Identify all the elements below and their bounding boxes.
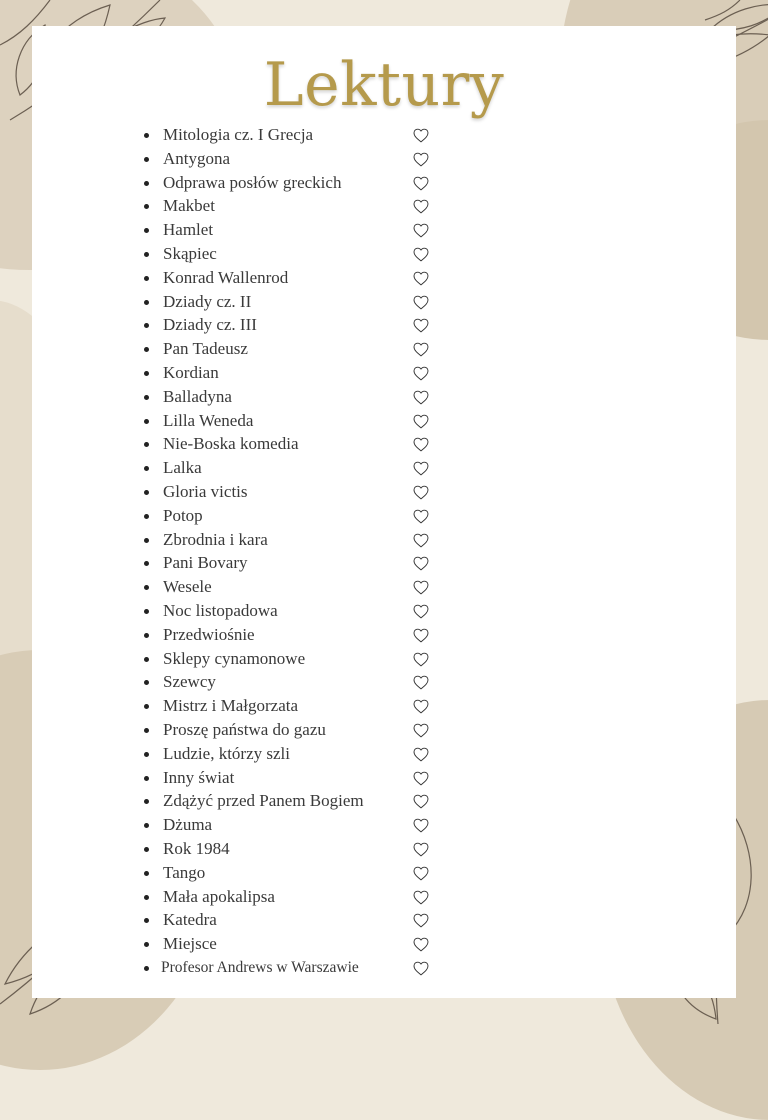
bullet-icon <box>144 704 149 709</box>
bullet-icon <box>144 133 149 138</box>
heart-outline-icon[interactable] <box>413 911 429 926</box>
list-item <box>144 623 564 647</box>
list-item <box>144 432 564 456</box>
bullet-icon <box>144 514 149 519</box>
list-item <box>144 337 564 361</box>
list-item <box>144 670 564 694</box>
list-item-label: Pani Bovary <box>163 553 248 573</box>
heart-outline-icon[interactable] <box>413 388 429 403</box>
heart-outline-icon[interactable] <box>413 174 429 189</box>
bullet-icon <box>144 728 149 733</box>
list-item <box>144 813 564 837</box>
list-item-label: Dżuma <box>163 815 213 835</box>
list-item <box>144 528 564 552</box>
list-item <box>144 147 564 171</box>
heart-outline-icon[interactable] <box>413 412 429 427</box>
bullet-icon <box>144 895 149 900</box>
heart-outline-icon[interactable] <box>413 673 429 688</box>
heart-outline-icon[interactable] <box>413 197 429 212</box>
list-item-label: Inny świat <box>163 767 235 787</box>
list-item-label: Dziady cz. II <box>163 291 252 311</box>
list-item <box>144 313 564 337</box>
list-item <box>144 551 564 575</box>
list-item <box>144 789 564 813</box>
list-item <box>144 647 564 671</box>
bullet-icon <box>144 419 149 424</box>
heart-outline-icon[interactable] <box>413 293 429 308</box>
heart-outline-icon[interactable] <box>413 269 429 284</box>
bullet-icon <box>144 347 149 352</box>
list-item-label: Profesor Andrews w Warszawie <box>161 958 359 976</box>
bullet-icon <box>144 466 149 471</box>
list-item <box>144 266 564 290</box>
bullet-icon <box>144 323 149 328</box>
list-item-label: Ludzie, którzy szli <box>163 743 290 763</box>
bullet-icon <box>144 228 149 233</box>
list-item-label: Mistrz i Małgorzata <box>163 696 299 716</box>
list-item-label: Balladyna <box>163 386 232 406</box>
heart-outline-icon[interactable] <box>413 650 429 665</box>
list-item-label: Mitologia cz. I Grecja <box>163 125 314 144</box>
bullet-icon <box>144 204 149 209</box>
list-item-label: Dziady cz. III <box>163 315 257 335</box>
bullet-icon <box>144 252 149 257</box>
heart-outline-icon[interactable] <box>413 626 429 641</box>
list-item-label: Pan Tadeusz <box>163 339 248 359</box>
list-item <box>144 908 564 932</box>
reading-list <box>144 123 564 980</box>
heart-outline-icon[interactable] <box>413 483 429 498</box>
bullet-icon <box>144 157 149 162</box>
list-item-label: Nie-Boska komedia <box>163 434 299 454</box>
heart-outline-icon[interactable] <box>413 745 429 760</box>
list-item-label: Sklepy cynamonowe <box>163 648 306 668</box>
list-item <box>144 456 564 480</box>
heart-outline-icon[interactable] <box>413 721 429 736</box>
bullet-icon <box>144 538 149 543</box>
list-item-label: Makbet <box>163 196 215 216</box>
list-card <box>32 26 736 998</box>
bullet-icon <box>144 918 149 923</box>
bullet-icon <box>144 181 149 186</box>
list-item <box>144 932 564 956</box>
heart-outline-icon[interactable] <box>413 459 429 474</box>
bullet-icon <box>144 847 149 852</box>
list-item-label: Proszę państwa do gazu <box>163 719 326 739</box>
heart-outline-icon[interactable] <box>413 507 429 522</box>
heart-outline-icon[interactable] <box>413 840 429 855</box>
heart-outline-icon[interactable] <box>413 864 429 879</box>
bullet-icon <box>144 966 149 971</box>
bullet-icon <box>144 561 149 566</box>
list-item-label: Konrad Wallenrod <box>163 267 289 287</box>
list-item-label: Hamlet <box>163 220 214 240</box>
list-item <box>144 599 564 623</box>
page-title: Lektury <box>263 50 505 120</box>
list-item <box>144 837 564 861</box>
list-item <box>144 194 564 218</box>
list-item-label: Szewcy <box>163 672 216 692</box>
heart-outline-icon[interactable] <box>413 959 429 974</box>
list-item-label: Rok 1984 <box>163 838 230 858</box>
list-item-label: Odprawa posłów greckich <box>163 172 342 192</box>
list-item-label: Wesele <box>163 577 212 597</box>
list-item <box>144 218 564 242</box>
list-item <box>144 742 564 766</box>
heart-outline-icon[interactable] <box>413 364 429 379</box>
list-item <box>144 409 564 433</box>
list-item-label: Gloria victis <box>163 481 248 501</box>
bullet-icon <box>144 823 149 828</box>
list-item <box>144 718 564 742</box>
heart-outline-icon[interactable] <box>413 150 429 165</box>
heart-outline-icon[interactable] <box>413 531 429 546</box>
bullet-icon <box>144 276 149 281</box>
bullet-icon <box>144 752 149 757</box>
heart-outline-icon[interactable] <box>413 888 429 903</box>
list-item <box>144 504 564 528</box>
bullet-icon <box>144 871 149 876</box>
heart-outline-icon[interactable] <box>413 697 429 712</box>
bullet-icon <box>144 371 149 376</box>
list-item-label: Zbrodnia i kara <box>163 529 268 549</box>
list-item-label: Lalka <box>163 458 202 478</box>
list-item-label: Mała apokalipsa <box>163 886 275 906</box>
heart-outline-icon[interactable] <box>413 435 429 450</box>
list-item <box>144 861 564 885</box>
heart-outline-icon[interactable] <box>413 792 429 807</box>
heart-outline-icon[interactable] <box>413 769 429 784</box>
list-item <box>144 956 564 980</box>
list-item-label: Noc listopadowa <box>163 600 278 620</box>
heart-outline-icon[interactable] <box>413 316 429 331</box>
bullet-icon <box>144 395 149 400</box>
list-item <box>144 290 564 314</box>
list-item <box>144 385 564 409</box>
bullet-icon <box>144 657 149 662</box>
heart-outline-icon[interactable] <box>413 602 429 617</box>
bullet-icon <box>144 633 149 638</box>
heart-outline-icon[interactable] <box>413 578 429 593</box>
heart-outline-icon[interactable] <box>413 126 429 141</box>
heart-outline-icon[interactable] <box>413 221 429 236</box>
list-item <box>144 575 564 599</box>
bullet-icon <box>144 490 149 495</box>
bullet-icon <box>144 776 149 781</box>
bullet-icon <box>144 609 149 614</box>
list-item-label: Skąpiec <box>163 243 217 263</box>
list-item-label: Potop <box>163 505 203 525</box>
heart-outline-icon[interactable] <box>413 816 429 831</box>
bullet-icon <box>144 300 149 305</box>
list-item-label: Miejsce <box>163 934 217 954</box>
list-item <box>144 242 564 266</box>
list-item <box>144 766 564 790</box>
list-item-label: Lilla Weneda <box>163 410 254 430</box>
list-item-label: Kordian <box>163 362 219 382</box>
bullet-icon <box>144 799 149 804</box>
bullet-icon <box>144 680 149 685</box>
heart-outline-icon[interactable] <box>413 554 429 569</box>
list-item-label: Zdążyć przed Panem Bogiem <box>163 791 364 811</box>
list-item <box>144 171 564 195</box>
list-item-label: Antygona <box>163 148 231 168</box>
list-item <box>144 885 564 909</box>
list-item-label: Przedwiośnie <box>163 624 255 644</box>
bullet-icon <box>144 942 149 947</box>
heart-outline-icon[interactable] <box>413 340 429 355</box>
bullet-icon <box>144 585 149 590</box>
bullet-icon <box>144 442 149 447</box>
list-item <box>144 694 564 718</box>
list-item-label: Katedra <box>163 910 217 930</box>
list-item-label: Tango <box>163 862 206 882</box>
list-item <box>144 361 564 385</box>
heart-outline-icon[interactable] <box>413 245 429 260</box>
list-item <box>144 480 564 504</box>
heart-outline-icon[interactable] <box>413 935 429 950</box>
list-item <box>144 123 564 147</box>
